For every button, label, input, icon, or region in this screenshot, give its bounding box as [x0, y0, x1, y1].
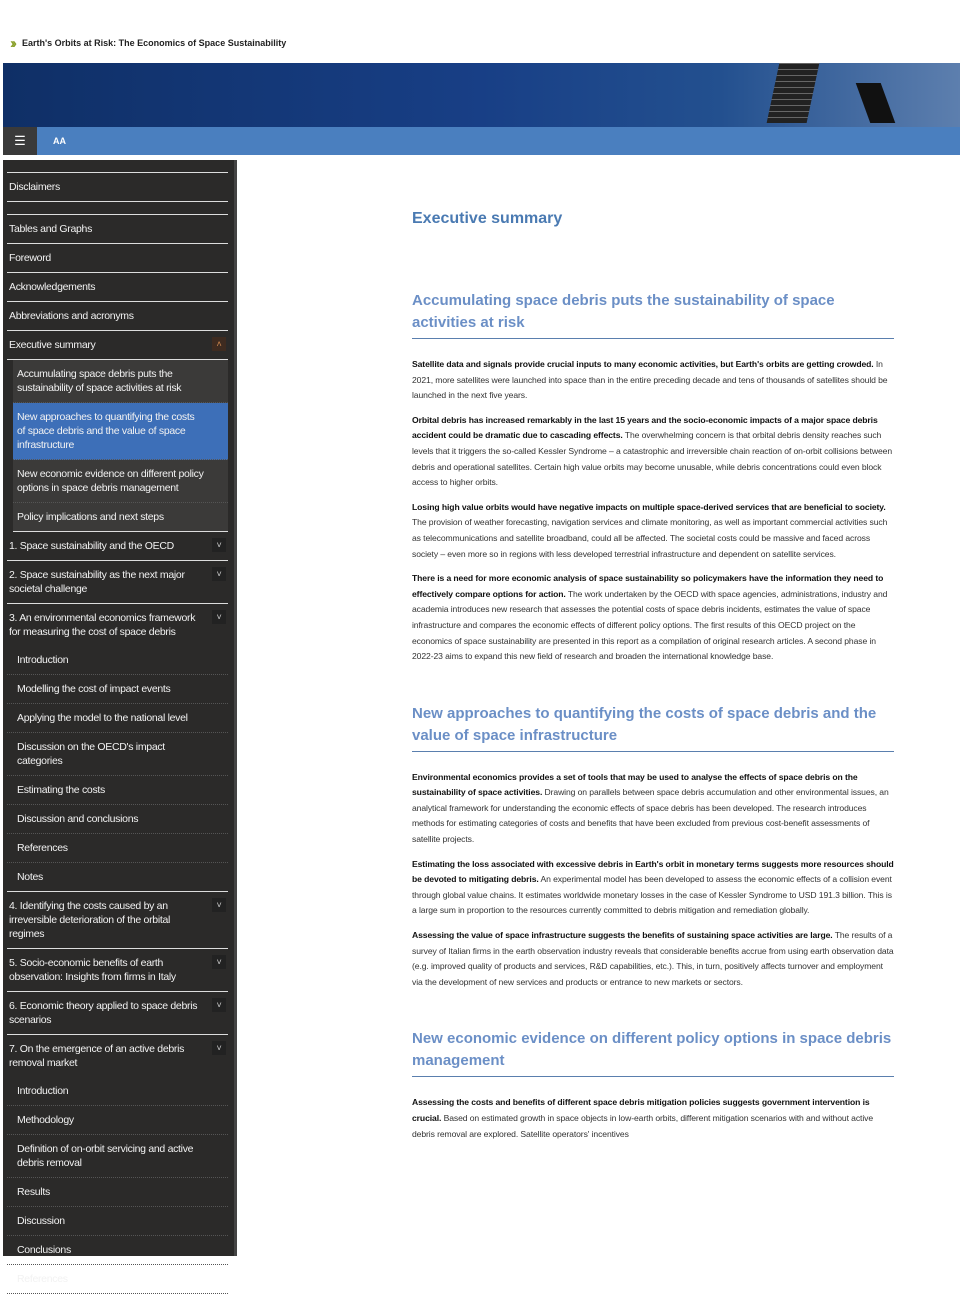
sidebar-item-label: 3. An environmental economics framework for measuring the cost of space debris — [9, 612, 196, 638]
paragraph-lead: Orbital debris has increased remarkably in the last 15 years and the socio-economic impacts of a major space debris accident could be dramatic due to cascading effects. — [412, 414, 878, 441]
sidebar-item-label: Acknowledgements — [9, 281, 96, 293]
reader-toolbar — [3, 127, 960, 155]
sidebar-item[interactable] — [7, 776, 228, 805]
sidebar-item-label: Executive summary — [9, 339, 96, 351]
sidebar-item-label: 7. On the emergence of an active debris removal market — [9, 1043, 185, 1069]
sidebar-item-label: Discussion on the OECD's impact categories — [17, 741, 165, 767]
main-content — [412, 210, 894, 1180]
sidebar-item-label: Foreword — [9, 252, 51, 264]
sidebar-item[interactable] — [7, 834, 228, 863]
paragraph — [412, 928, 894, 990]
paragraph-lead: Satellite data and signals provide crucial inputs to many economic activities, but Earth's orbits are getting crowded. — [412, 359, 874, 369]
sidebar-item-label: Disclaimers — [9, 181, 60, 193]
section-heading: New economic evidence on different policy options in space debris management — [412, 1028, 894, 1077]
sidebar-item-label: Methodology — [17, 1114, 74, 1126]
sidebar-item[interactable] — [13, 360, 228, 403]
sidebar-item[interactable] — [7, 1265, 228, 1294]
paragraph-body: The results of a survey of Italian firms in the earth observation industry reveals that considerable benefits accrue from using earth observation data (e.g. improved quality of products and services, R&D capabilities, etc.). This, in turn, positively affects turnover and employment via the development of new services and products or entrance to new markets or sectors. — [412, 930, 894, 987]
sidebar-item-label: Tables and Graphs — [9, 223, 93, 235]
sidebar-item[interactable] — [7, 892, 228, 949]
sidebar-item-label: New economic evidence on different policy options in space debris management — [17, 468, 204, 494]
paragraph-body: The work undertaken by the OECD with space agencies, administrations, industry and academia introduces new research that assesses the potential costs of space debris incidents, estimates the value of space infrastructure and compares the economic effects of different policy options. The first results of this OECD project on the economics of space sustainability are presented in this report as a compilation of original research articles. A second phase in 2022-23 aims to expand this new field of research and broaden the international knowledge base. — [412, 588, 888, 662]
paragraph-body: An experimental model has been developed to assess the economic effects of a collision event through global value chains. It estimates worldwide monetary losses in the case of Kessler Syndrome to USD 191.3 billion. This is a large sum in proportion to the resources currently committed to debris mitigation and remediation globally. — [412, 874, 892, 916]
paragraph-body: In 2021, more satellites were launched into space than in the entire preceding decade and tens of thousands of satellites should be launched in the next five years. — [412, 359, 888, 401]
sidebar-item-label: Definition of on-orbit servicing and active debris removal — [17, 1143, 194, 1169]
sidebar-item-label: 4. Identifying the costs caused by an irreversible deterioration of the orbital regimes — [9, 900, 171, 940]
oecd-logo-icon[interactable]: ›› — [10, 34, 14, 52]
sidebar-item-label: Abbreviations and acronyms — [9, 310, 134, 322]
sidebar-item[interactable] — [7, 1106, 228, 1135]
sidebar-item-label: Results — [17, 1186, 50, 1198]
chevron-down-icon[interactable]: ˅ — [212, 955, 226, 969]
chevron-down-icon[interactable]: ˅ — [212, 898, 226, 912]
document-header — [0, 30, 960, 56]
chevron-down-icon[interactable]: ˅ — [212, 1041, 226, 1055]
sidebar-item-label: Policy implications and next steps — [17, 511, 164, 523]
summary-section — [412, 703, 894, 991]
paragraph — [412, 770, 894, 848]
sidebar-item-label: Discussion and conclusions — [17, 813, 139, 825]
sidebar-item-label: References — [17, 1273, 68, 1285]
section-heading: New approaches to quantifying the costs of space debris and the value of space infrastructure — [412, 703, 894, 752]
paragraph — [412, 413, 894, 491]
sidebar-item-label: References — [17, 842, 68, 854]
paragraph-lead: Assessing the value of space infrastructure suggests the benefits of sustaining space activities are large. — [412, 930, 833, 941]
sidebar-item[interactable] — [7, 863, 228, 892]
document-title: Earth's Orbits at Risk: The Economics of Space Sustainability — [22, 38, 287, 48]
sidebar-item[interactable] — [7, 992, 228, 1035]
chevron-down-icon[interactable]: ˅ — [212, 998, 226, 1012]
sidebar-item-label: Conclusions — [17, 1244, 71, 1256]
paragraph-lead: There is a need for more economic analysis of space sustainability so policymakers have the information they need to effectively compare options for action. — [412, 573, 884, 599]
sidebar-item[interactable] — [7, 733, 228, 776]
paragraph-lead: Assessing the costs and benefits of different space debris mitigation policies suggests government intervention is crucial. — [412, 1097, 870, 1123]
sidebar-item-label: Applying the model to the national level — [17, 712, 188, 724]
sidebar-item[interactable] — [7, 1135, 228, 1178]
hamburger-menu-icon[interactable]: ☰ — [3, 127, 37, 155]
paragraph — [412, 1095, 894, 1142]
sidebar-item[interactable] — [7, 1207, 228, 1236]
sidebar-item[interactable] — [13, 460, 228, 503]
sidebar-item[interactable] — [7, 1236, 228, 1265]
sidebar-item[interactable] — [13, 403, 228, 460]
banner-image — [3, 63, 960, 127]
sidebar-item-label: 2. Space sustainability as the next major societal challenge — [9, 569, 185, 595]
sidebar-item-label: New approaches to quantifying the costs of space debris and the value of space infrastructure — [17, 411, 195, 451]
sidebar-item-label: 6. Economic theory applied to space debris scenarios — [9, 1000, 198, 1026]
paragraph — [412, 500, 894, 562]
sidebar-item-label: Discussion — [17, 1215, 65, 1227]
sidebar-item[interactable] — [7, 561, 228, 604]
sidebar-item-label: Notes — [17, 871, 43, 883]
sidebar-item-label: 1. Space sustainability and the OECD — [9, 540, 174, 552]
sidebar-item[interactable] — [7, 704, 228, 733]
table-of-contents-sidebar[interactable] — [3, 160, 237, 1285]
chevron-down-icon[interactable]: ˅ — [212, 567, 226, 581]
sidebar-item-label: 5. Socio-economic benefits of earth observation: Insights from firms in Italy — [9, 957, 176, 983]
sidebar-item[interactable] — [7, 244, 228, 273]
sidebar-item[interactable] — [7, 302, 228, 331]
sections — [412, 290, 894, 1142]
section-heading: Accumulating space debris puts the sustainability of space activities at risk — [412, 290, 894, 339]
sidebar-item-label: Estimating the costs — [17, 784, 105, 796]
paragraph-body: Drawing on parallels between space debris accumulation and other environmental issues, an analytical framework for understanding the economic effects of space debris has been developed. The research introduces methods for estimating categories of costs and benefits that have been excluded from previous cost-benefit assessments of satellite projects. — [412, 787, 889, 845]
sidebar-item[interactable] — [7, 805, 228, 834]
sidebar-item[interactable] — [7, 675, 228, 704]
sidebar-item[interactable] — [7, 331, 228, 360]
sidebar-item[interactable] — [7, 1035, 228, 1077]
sidebar-item[interactable] — [7, 1077, 228, 1106]
sidebar-item[interactable] — [7, 214, 228, 244]
sidebar-item-label: Introduction — [17, 654, 69, 666]
sidebar-item[interactable] — [7, 532, 228, 561]
sidebar-item-label: Modelling the cost of impact events — [17, 683, 171, 695]
sidebar-item[interactable] — [7, 172, 228, 202]
paragraph-lead: Estimating the loss associated with excessive debris in Earth's orbit in monetary terms suggests more resources should be devoted to mitigating debris. — [412, 858, 894, 885]
font-size-button[interactable]: AA — [53, 136, 66, 146]
sidebar-item[interactable] — [7, 646, 228, 675]
sidebar-item-label: Accumulating space debris puts the sustainability of space activities at risk — [17, 368, 182, 394]
paragraph — [412, 357, 894, 404]
sidebar-item[interactable] — [7, 1178, 228, 1207]
sidebar-item[interactable] — [7, 604, 228, 646]
sidebar-item[interactable] — [13, 503, 228, 532]
paragraph-body: The provision of weather forecasting, navigation services and climate monitoring, as well as important commercial activities such as telecommunications and satellite broadband, could all be affected. The societal costs could be massive and faced across society – even more so in regions with less developed terrestrial infrastructure and dependent on satellite services. — [412, 517, 888, 559]
paragraph-lead: Losing high value orbits would have negative impacts on multiple space-derived services that are beneficial to society. — [412, 501, 886, 512]
paragraph-body: Based on estimated growth in space objects in low-earth orbits, different mitigation scenarios with and without active debris removal are explored. Satellite operators' incentives — [412, 1113, 874, 1139]
paragraph-lead: Environmental economics provides a set of tools that may be used to analyse the effects of space debris on the sustainability of space activities. — [412, 771, 858, 798]
sidebar-item-label: Introduction — [17, 1085, 69, 1097]
paragraph — [412, 571, 894, 665]
sidebar-item[interactable] — [7, 949, 228, 992]
summary-section — [412, 1028, 894, 1142]
chevron-up-icon[interactable]: ˄ — [212, 337, 226, 351]
satellite-panel-image — [767, 63, 820, 123]
chevron-down-icon[interactable]: ˅ — [212, 538, 226, 552]
summary-section — [412, 290, 894, 665]
sidebar-item[interactable] — [7, 273, 228, 302]
page-title: Executive summary — [412, 210, 563, 227]
satellite-image — [856, 83, 896, 123]
paragraph — [412, 857, 894, 919]
chevron-down-icon[interactable]: ˅ — [212, 610, 226, 624]
paragraph-body: The overwhelming concern is that orbital debris density reaches such levels that it triggers the so-called Kessler Syndrome – a catastrophic and irreversible chain reaction of on-orbit collisions between debris and operational satellites. Certain high value orbits may become unusable, while debris concentrations could even block access to higher orbits. — [412, 430, 893, 488]
